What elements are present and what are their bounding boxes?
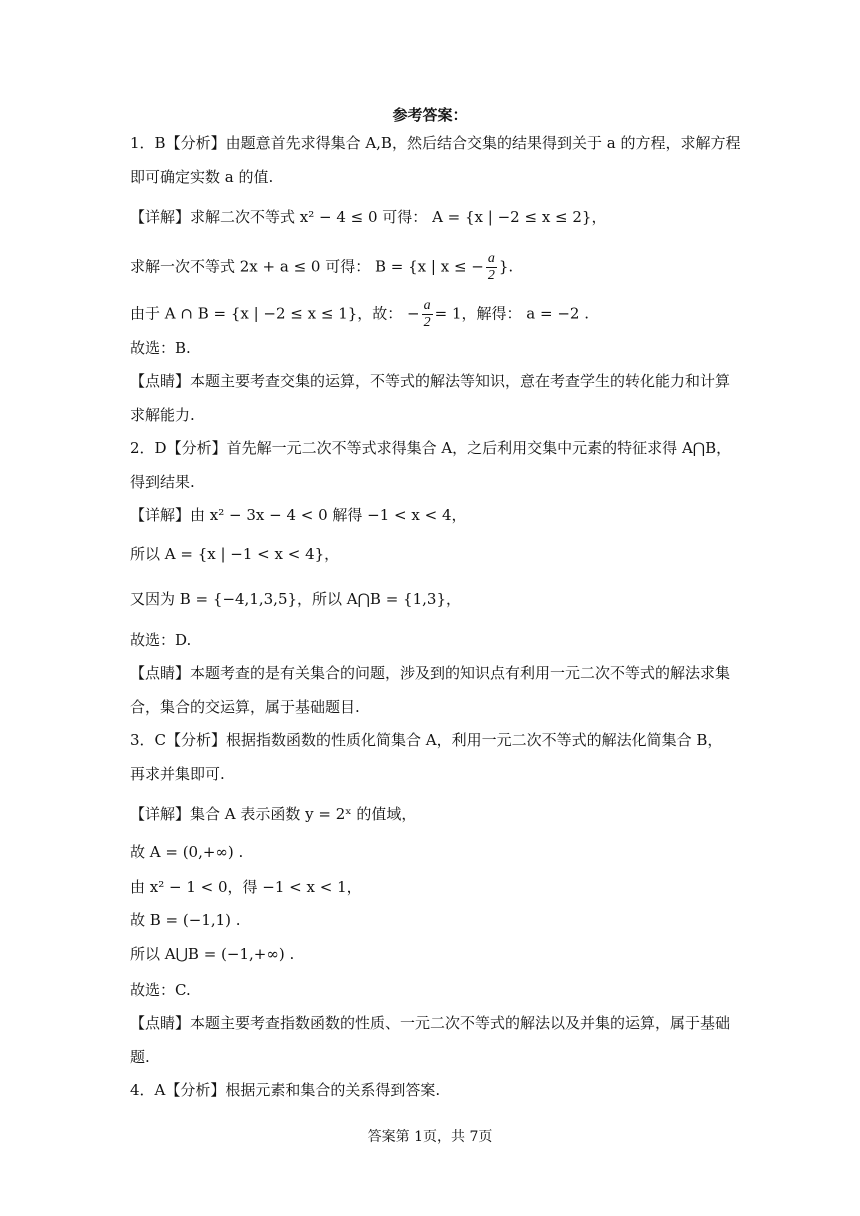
q3-comment-line2: 题. (130, 1048, 150, 1066)
q1-fraction-a-over-2 (486, 251, 497, 284)
q3-detail-line2: 故 A = (0,+∞) . (130, 843, 244, 861)
fraction-denominator: 2 (487, 268, 495, 283)
q1-detail-line3-end: = 1，解得： a = −2 . (434, 304, 589, 323)
q3-detail-line4: 故 B = (−1,1) . (130, 911, 241, 929)
q1-analysis-line1: 1．B【分析】由题意首先求得集合 A,B，然后结合交集的结果得到关于 a 的方程，求解方程 (130, 134, 741, 152)
q2-detail-line2: 所以 A = {x | −1 < x < 4}， (130, 545, 340, 563)
q3-detail-line3: 由 x² − 1 < 0，得 −1 < x < 1， (130, 878, 362, 896)
q3-analysis-line2: 再求并集即可. (130, 765, 225, 783)
q2-detail-line3: 又因为 B = {−4,1,3,5}，所以 A⋂B = {1,3}， (130, 590, 462, 608)
q1-detail-line3-text: 由于 A ∩ B = {x | −2 ≤ x ≤ 1}，故： − (130, 304, 420, 323)
page-footer: 答案第 1页，共 7页 (367, 1129, 493, 1145)
q1-comment-line2: 求解能力. (130, 406, 195, 424)
q1-detail-line3 (130, 298, 730, 331)
fraction-denominator: 2 (423, 315, 431, 330)
q4-analysis-line1: 4．A【分析】根据元素和集合的关系得到答案. (130, 1081, 441, 1099)
q2-comment-line2: 合，集合的交运算，属于基础题目. (130, 698, 360, 716)
q3-analysis-line1: 3．C【分析】根据指数函数的性质化简集合 A，利用一元二次不等式的解法化简集合 B， (130, 731, 723, 749)
q1-comment-line1: 【点睛】本题主要考查交集的运算，不等式的解法等知识，意在考查学生的转化能力和计算 (130, 372, 731, 390)
q1-detail-line2-text: 求解一次不等式 2x + a ≤ 0 可得： B = {x | x ≤ − (130, 257, 484, 276)
q1-detail-line2 (130, 251, 730, 284)
fraction-numerator: a (423, 298, 431, 313)
q2-analysis-line1: 2．D【分析】首先解一元二次不等式求得集合 A，之后利用交集中元素的特征求得 A⋂B， (130, 439, 732, 457)
q3-detail-line5: 所以 A⋃B = (−1,+∞) . (130, 945, 295, 963)
page-title: 参考答案： (392, 106, 468, 124)
q3-choice: 故选：C. (130, 981, 191, 999)
q2-choice: 故选：D. (130, 631, 192, 649)
q1-analysis-line2: 即可确定实数 a 的值. (130, 168, 274, 186)
q2-detail-line1: 【详解】由 x² − 3x − 4 < 0 解得 −1 < x < 4， (130, 506, 467, 524)
q1-detail-line2-end: }. (498, 257, 514, 276)
q2-analysis-line2: 得到结果. (130, 473, 195, 491)
fraction-numerator: a (487, 251, 495, 266)
q3-detail-line1: 【详解】集合 A 表示函数 y = 2ˣ 的值域， (130, 805, 417, 823)
q1-fraction-a-over-2-b (422, 298, 433, 331)
q1-detail-line1: 【详解】求解二次不等式 x² − 4 ≤ 0 可得： A = {x | −2 ≤ x ≤ 2}， (130, 208, 607, 226)
q1-choice: 故选：B. (130, 339, 191, 357)
q3-comment-line1: 【点睛】本题主要考查指数函数的性质、一元二次不等式的解法以及并集的运算，属于基础 (130, 1014, 731, 1032)
q2-comment-line1: 【点睛】本题考查的是有关集合的问题，涉及到的知识点有利用一元二次不等式的解法求集 (130, 664, 731, 682)
